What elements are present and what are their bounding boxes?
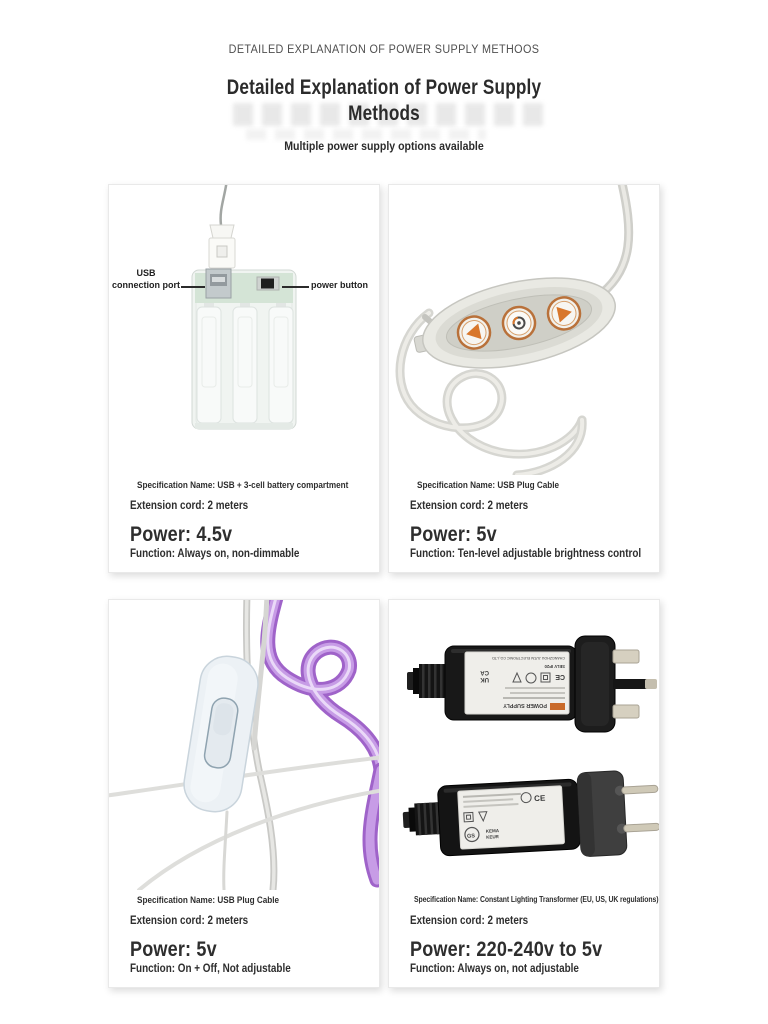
neon-tube [268, 600, 379, 880]
eu-adapter-label [458, 786, 565, 849]
page-eyebrow: DETAILED EXPLANATION OF POWER SUPPLY METHOOS [228, 44, 540, 56]
panel-battery-compartment [108, 184, 380, 573]
usb-connection-port-label: USB connection port [112, 268, 180, 290]
page-subtitle: Multiple power supply options available [284, 139, 484, 153]
function-desc: Function: Always on, not adjustable [410, 963, 579, 975]
power-button [257, 277, 279, 290]
svg-text:KEUR: KEUR [485, 834, 499, 840]
power-rating: Power: 5v [410, 523, 497, 546]
uk-pin-middle [613, 679, 649, 689]
usb-cable [221, 185, 227, 225]
usb-controller-illustration [389, 185, 659, 475]
inline-switch-illustration [109, 600, 379, 890]
svg-text:CHANGZHOU JUTAI ELECTRONIC CO.: CHANGZHOU JUTAI ELECTRONIC CO.,LTD [492, 656, 565, 660]
transformer-panel-text [389, 890, 659, 975]
eu-plug [577, 769, 659, 857]
extension-cord: Extension cord: 2 meters [410, 500, 529, 512]
power-button-callout-line [282, 286, 309, 288]
eu-pin-top [622, 785, 658, 794]
svg-text:CE: CE [533, 793, 546, 804]
usb-controller-photo [389, 185, 659, 475]
spec-name: Specification Name: Constant Lighting Transformer (EU, US, UK regulations) [414, 895, 659, 904]
battery-cell-3 [269, 303, 293, 423]
power-rating: Power: 220-240v to 5v [410, 938, 603, 961]
eu-adapter [401, 769, 659, 866]
svg-text:POWER SUPPLY: POWER SUPPLY [503, 702, 547, 708]
page-title [77, 74, 691, 126]
panel-usb-controller [388, 184, 660, 573]
battery-box [192, 269, 296, 429]
usb-plug [209, 225, 235, 268]
controller-panel-text [389, 475, 659, 560]
function-desc: Function: Ten-level adjustable brightness control [410, 548, 642, 560]
extension-cord: Extension cord: 2 meters [130, 500, 249, 512]
panel-inline-switch [108, 599, 380, 988]
power-rating: Power: 5v [130, 938, 217, 961]
svg-text:GS: GS [466, 833, 476, 840]
eu-pin-bottom [624, 823, 659, 832]
page-title-line1: Detailed Explanation of Power Supply [226, 75, 542, 99]
battery-panel-text [109, 475, 379, 560]
uk-pin-top [613, 650, 639, 663]
spec-name: Specification Name: USB Plug Cable [417, 480, 560, 491]
transformers-illustration [389, 600, 659, 890]
inline-switch-photo [109, 600, 379, 890]
function-desc: Function: On + Off, Not adjustable [130, 963, 291, 975]
uk-adapter [407, 636, 657, 732]
battery-compartment-illustration [109, 185, 379, 475]
uk-plug [575, 636, 657, 732]
usb-port [206, 269, 231, 298]
svg-text:UK: UK [480, 676, 489, 682]
switch-panel-text [109, 890, 379, 975]
svg-text:SELV IP20: SELV IP20 [544, 664, 565, 669]
battery-cell-1 [197, 303, 221, 423]
extension-cord: Extension cord: 2 meters [410, 915, 529, 927]
switch-body [180, 652, 262, 815]
svg-text:CE: CE [555, 673, 565, 680]
battery-compartment-photo [109, 185, 379, 475]
page-title-line2: Methods [348, 101, 420, 125]
function-desc: Function: Always on, non-dimmable [130, 548, 300, 560]
svg-text:CA: CA [480, 669, 489, 675]
power-button-label: power button [311, 280, 368, 290]
panel-transformers [388, 599, 660, 988]
controller-body [407, 263, 624, 386]
uk-adapter-label [465, 652, 569, 714]
extension-cord: Extension cord: 2 meters [130, 915, 249, 927]
power-options-grid [108, 184, 660, 988]
battery-cell-2 [233, 303, 257, 423]
spec-name: Specification Name: USB Plug Cable [137, 895, 280, 906]
svg-text:KEMA: KEMA [485, 828, 500, 834]
transformers-photo [389, 600, 659, 890]
power-rating: Power: 4.5v [130, 523, 233, 546]
spec-name: Specification Name: USB + 3-cell battery compartment [137, 480, 349, 491]
usb-port-callout-line [181, 286, 205, 288]
uk-pin-bottom [613, 705, 639, 718]
